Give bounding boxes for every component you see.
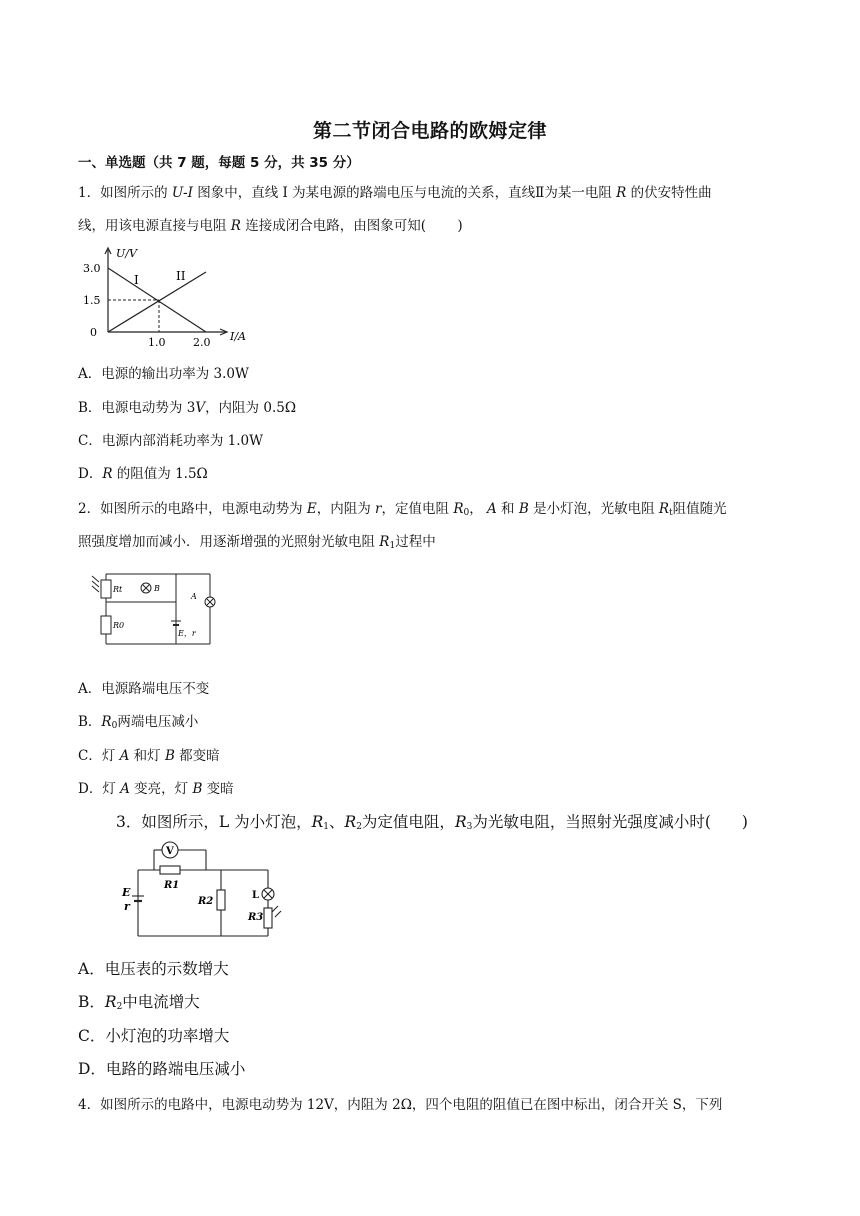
q3-circuit-diagram bbox=[118, 838, 288, 944]
y-tick-3: 3.0 bbox=[83, 262, 101, 275]
q3-option-d: D．电路的路端电压减小 bbox=[78, 1060, 246, 1078]
q2-option-c: C．灯 A 和灯 B 都变暗 bbox=[78, 748, 220, 764]
q2-circuit-diagram bbox=[88, 566, 228, 650]
l-label: L bbox=[252, 890, 260, 901]
x-tick-1: 1.0 bbox=[148, 336, 166, 349]
r0-resistor bbox=[101, 616, 111, 634]
q2-option-a: A．电源路端电压不变 bbox=[78, 681, 210, 697]
r2-label: R2 bbox=[198, 896, 214, 907]
er-label: E，r bbox=[178, 629, 196, 638]
r0-label: R0 bbox=[113, 621, 125, 630]
line-II-label: II bbox=[176, 269, 186, 283]
y-axis-label: U/V bbox=[116, 247, 137, 260]
q1-option-b: B．电源电动势为 3V，内阻为 0.5Ω bbox=[78, 400, 297, 416]
r1-label: R1 bbox=[164, 880, 180, 891]
r3-resistor bbox=[264, 908, 272, 928]
q3-option-a: A．电压表的示数增大 bbox=[78, 960, 229, 978]
q4-text: 4．如图所示的电路中，电源电动势为 12V，内阻为 2Ω，四个电阻的阻值已在图中标出，闭合开关 S，下列 bbox=[78, 1097, 723, 1113]
q1-option-a: A．电源的输出功率为 3.0W bbox=[78, 366, 249, 382]
q2-text-line2: 照强度增加而减小．用逐渐增强的光照射光敏电阻 $R_1$过程中 bbox=[78, 534, 436, 551]
q2-text-line1: 2．如图所示的电路中，电源电动势为 E，内阻为 r，定值电阻 $R_0$， A 和 B 是小灯泡，光敏电阻 $R_t$阻值随光 bbox=[78, 501, 727, 518]
q1-option-d: D．R 的阻值为 1.5Ω bbox=[78, 466, 208, 482]
q1-text-line2: 线，用该电源直接与电阻 R 连接成闭合电路，由图象可知( ) bbox=[78, 218, 463, 234]
rt-label: Rt bbox=[113, 585, 123, 594]
q1-ui-graph bbox=[80, 244, 260, 350]
q3-text: 3．如图所示，L 为小灯泡，$R_1$、$R_2$为定值电阻，$R_3$为光敏电阻，当照射光强度减小时( ) bbox=[116, 813, 748, 832]
q2-option-b: B．$R_0$两端电压减小 bbox=[78, 714, 199, 731]
line-I-label: I bbox=[134, 273, 139, 287]
y-tick-1-5: 1.5 bbox=[83, 294, 101, 307]
q2-option-d: D．灯 A 变亮，灯 B 变暗 bbox=[78, 781, 234, 797]
page-title: 第二节闭合电路的欧姆定律 bbox=[312, 120, 547, 142]
x-tick-2: 2.0 bbox=[193, 336, 211, 349]
r-label: r bbox=[124, 900, 130, 913]
rt-resistor bbox=[101, 580, 111, 598]
voltmeter-label: V bbox=[166, 846, 174, 857]
r1-resistor bbox=[160, 866, 180, 874]
x-axis-label: I/A bbox=[230, 330, 246, 343]
b-label: B bbox=[154, 584, 160, 593]
a-label: A bbox=[191, 592, 197, 601]
r2-resistor bbox=[217, 890, 225, 910]
y-tick-0: 0 bbox=[90, 326, 97, 339]
section-heading: 一、单选题（共 7 题，每题 5 分，共 35 分） bbox=[78, 155, 360, 171]
q1-option-c: C．电源内部消耗功率为 1.0W bbox=[78, 433, 263, 449]
e-label: E bbox=[122, 886, 131, 899]
q1-text-line1: 1．如图所示的 U-I 图象中，直线 I 为某电源的路端电压与电流的关系，直线Ⅱ为某一电阻 R 的伏安特性曲 bbox=[78, 185, 712, 201]
r3-label: R3 bbox=[248, 912, 264, 923]
q3-option-c: C．小灯泡的功率增大 bbox=[78, 1027, 230, 1045]
q3-option-b: B．$R_2$中电流增大 bbox=[78, 993, 200, 1012]
